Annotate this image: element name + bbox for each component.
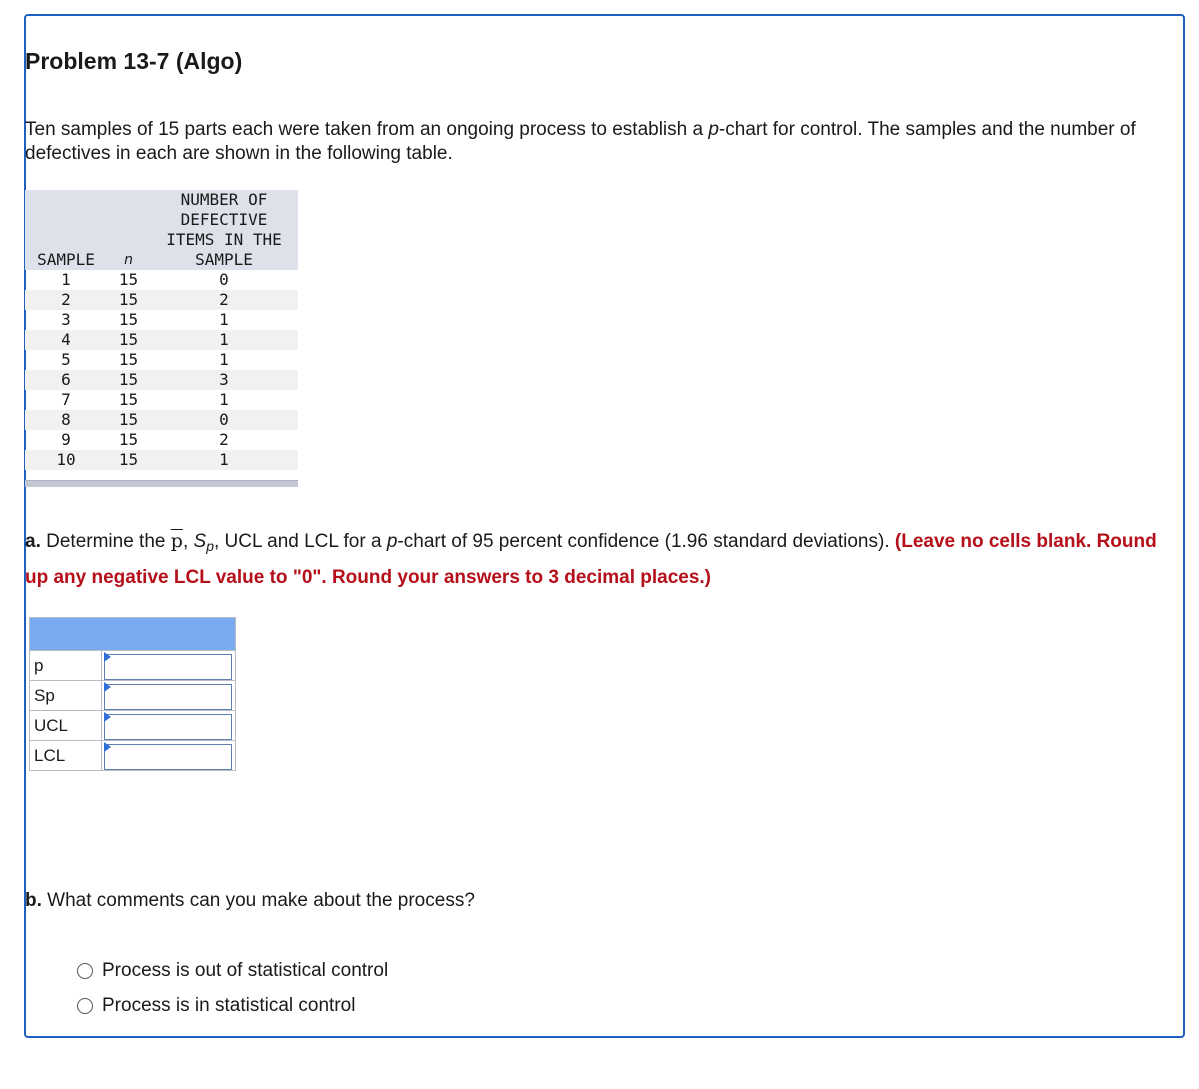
answer-label-p: p — [30, 651, 102, 681]
flag-icon — [104, 712, 111, 722]
answer-label-ucl: UCL — [30, 711, 102, 741]
cell-defectives: 3 — [150, 370, 298, 390]
answer-label-lcl: LCL — [30, 741, 102, 771]
cell-sample: 7 — [61, 390, 71, 409]
cell-defectives: 1 — [219, 350, 229, 369]
cell-defectives: 1 — [150, 330, 298, 350]
header-defectives: NUMBER OF DEFECTIVE ITEMS IN THE SAMPLE — [150, 190, 298, 270]
flag-icon — [104, 652, 111, 662]
cell-sample: 6 — [25, 370, 107, 390]
cell-n: 15 — [118, 310, 139, 329]
table-row — [25, 370, 298, 390]
cell-n: 15 — [107, 410, 150, 430]
lcl-input[interactable] — [104, 744, 232, 770]
answer-table-header — [30, 618, 236, 651]
cell-sample: 9 — [61, 430, 71, 449]
cell-n: 15 — [107, 450, 150, 470]
table-row — [25, 430, 298, 450]
cell-n: 15 — [118, 430, 139, 449]
table-row — [25, 390, 298, 410]
p-bar-input[interactable] — [104, 654, 232, 680]
option-in-control[interactable]: Process is in statistical control — [77, 995, 355, 1017]
flag-icon — [104, 742, 111, 752]
radio-button[interactable] — [77, 998, 93, 1014]
cell-n: 15 — [118, 350, 139, 369]
cell-n: 15 — [118, 270, 139, 289]
cell-sample: 5 — [61, 350, 71, 369]
cell-n: 15 — [107, 330, 150, 350]
cell-sample: 8 — [25, 410, 107, 430]
cell-sample: 1 — [61, 270, 71, 289]
cell-defectives: 1 — [219, 390, 229, 409]
cell-defectives: 0 — [150, 410, 298, 430]
part-b-prompt: b. What comments can you make about the process? — [25, 890, 475, 911]
defects-table — [25, 190, 298, 487]
cell-sample: 3 — [61, 310, 71, 329]
header-sample: SAMPLE — [25, 190, 107, 270]
radio-button[interactable] — [77, 963, 93, 979]
cell-defectives: 2 — [219, 430, 229, 449]
cell-defectives: 1 — [150, 450, 298, 470]
part-a-prompt: a. Determine the $\overline{p}$, $S_p$, UCL and LCL for a p-chart of 95 percent confidence (1.96 standard deviations). (Leave no cells blank. Round up any negative LCL value to "0". Round your answers to 3 decimal places.) — [25, 530, 1157, 588]
cell-n: 15 — [118, 390, 139, 409]
table-row — [25, 270, 298, 290]
flag-icon — [104, 682, 111, 692]
ucl-input[interactable] — [104, 714, 232, 740]
part-a-instruction: (Leave no cells blank. Round up any negative LCL value to "0". Round your answers to 3 decimal places.) — [25, 531, 1157, 588]
option-out-of-control[interactable]: Process is out of statistical control — [77, 960, 388, 982]
cell-n: 15 — [107, 370, 150, 390]
answer-table — [29, 617, 236, 771]
table-row — [25, 310, 298, 330]
table-row — [25, 350, 298, 370]
table-row — [25, 330, 298, 350]
table-row — [25, 410, 298, 430]
table-row — [25, 450, 298, 470]
sp-input[interactable] — [104, 684, 232, 710]
problem-title: Problem 13-7 (Algo) — [25, 48, 243, 74]
cell-defectives: 1 — [219, 310, 229, 329]
problem-intro: Ten samples of 15 parts each were taken from an ongoing process to establish a p-chart for control. The samples and the number of defectives in each are shown in the following table. — [25, 119, 1136, 164]
answer-label-sp: Sp — [30, 681, 102, 711]
cell-sample: 10 — [25, 450, 107, 470]
cell-n: 15 — [107, 290, 150, 310]
header-n: n — [107, 190, 150, 270]
cell-defectives: 2 — [150, 290, 298, 310]
cell-sample: 2 — [25, 290, 107, 310]
cell-sample: 4 — [25, 330, 107, 350]
table-row — [25, 290, 298, 310]
cell-defectives: 0 — [219, 270, 229, 289]
